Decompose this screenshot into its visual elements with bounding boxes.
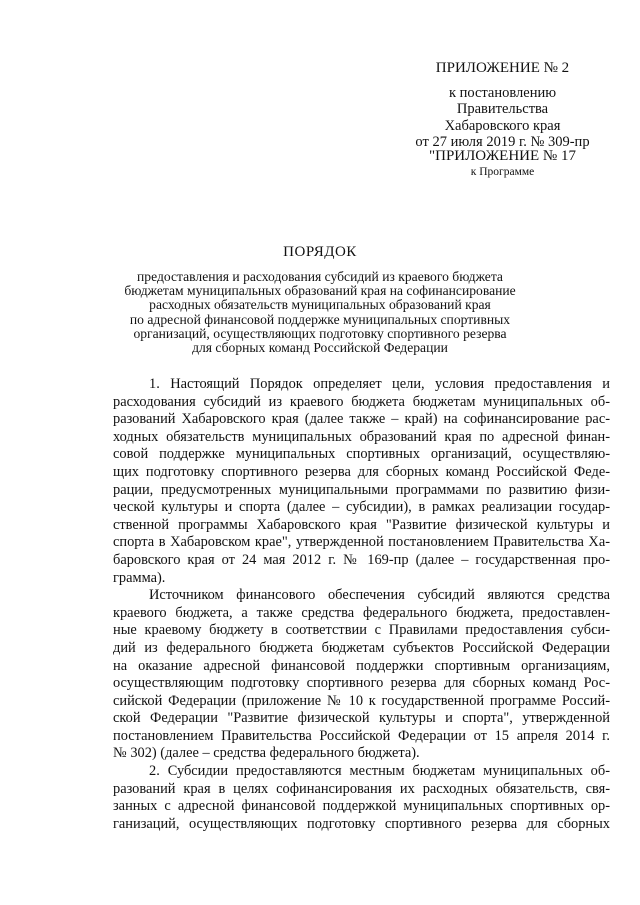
body-line: ганизаций, осуществляющих подготовку спортивного резерва для сборных: [113, 815, 610, 832]
body-line: постановлением Правительства Российской Федерации от 15 апреля 2014 г.: [113, 727, 610, 744]
heading-line: расходных обязательств муниципальных образований края: [149, 297, 491, 313]
body-line: ческой культуры и спорта (далее – субсидии), в рамках реализации государ-: [113, 499, 610, 516]
body-paragraph: [113, 376, 610, 587]
body-line: ходных обязательств муниципальных образований края по адресной финан-: [113, 428, 610, 445]
document-body: [113, 376, 610, 833]
document-heading: [110, 242, 530, 355]
body-line: 2. Субсидии предоставляются местным бюджетам муниципальных об-: [149, 763, 610, 780]
heading-line: по адресной финансовой поддержке муниципальных спортивных: [129, 311, 511, 327]
body-line: совой поддержке муниципальных спортивных организаций, осуществляю-: [113, 446, 610, 463]
body-line: ные краевому бюджету в соответствии с Правилами предоставления субси-: [113, 622, 610, 639]
body-line: разований Хабаровского края (далее также – край) на софинансирование рас-: [113, 411, 610, 428]
annex-block: [395, 148, 610, 179]
body-line: на оказание адресной финансовой поддержки спортивным организациям,: [113, 657, 610, 674]
body-line: сийской Федерации (приложение № 10 к государственной программе Россий-: [113, 692, 610, 709]
approval-title: ПРИЛОЖЕНИЕ № 2: [435, 60, 570, 76]
approval-line: от 27 июля 2019 г. № 309-пр: [415, 134, 590, 150]
heading-line: для сборных команд Российской Федерации: [192, 340, 448, 356]
body-line: спорта в Хабаровском крае", утвержденной постановлением Правительства Ха-: [113, 534, 610, 551]
body-line: дий из федерального бюджета бюджетам субъектов Российской Федерации: [113, 639, 610, 656]
heading-line: бюджетам муниципальных образований края на софинансирование: [124, 283, 516, 299]
approval-line: Хабаровского края: [444, 117, 561, 134]
body-line: ской Федерации "Развитие физической культуры и спорта", утвержденной: [113, 710, 610, 727]
approval-line: Правительства: [456, 101, 549, 117]
heading-line: организаций, осуществляющих подготовку спортивного резерва: [133, 325, 507, 341]
body-line: Источником финансового обеспечения субсидий являются средства: [149, 587, 610, 604]
body-paragraph: [113, 763, 610, 833]
body-line: занных с адресной финансовой поддержкой муниципальных спортивных ор-: [113, 798, 610, 815]
body-line: баровского края от 24 мая 2012 г. № 169-пр (далее – государственная про-: [113, 551, 610, 568]
body-line: осуществляющим подготовку спортивного резерва для сборных команд Рос-: [113, 675, 610, 692]
body-line: краевого бюджета, а также средства федерального бюджета, предоставлен-: [113, 604, 610, 621]
annex-title: "ПРИЛОЖЕНИЕ № 17: [428, 148, 576, 164]
body-line: щих подготовку спортивного резерва для сборных команд Российской Феде-: [113, 463, 610, 480]
approval-block: [395, 60, 610, 151]
heading-title: ПОРЯДОК: [283, 244, 357, 260]
body-line: разований края в целях софинансирования их расходных обязательств, свя-: [113, 780, 610, 797]
approval-line: к постановлению: [448, 84, 557, 101]
body-line: грамма).: [113, 569, 166, 586]
body-line: расходования субсидий из краевого бюджета бюджетам муниципальных об-: [113, 393, 610, 410]
body-paragraph: [113, 587, 610, 763]
body-line: 1. Настоящий Порядок определяет цели, условия предоставления и: [149, 376, 610, 392]
body-line: № 302) (далее – средства федерального бюджета).: [113, 745, 420, 762]
body-line: рации, предусмотренных муниципальными программами по развитию физи-: [113, 481, 610, 498]
annex-subtitle: к Программе: [470, 166, 535, 178]
heading-line: предоставления и расходования субсидий из краевого бюджета: [137, 269, 503, 284]
body-line: ственной программы Хабаровского края "Развитие физической культуры и: [113, 516, 610, 533]
